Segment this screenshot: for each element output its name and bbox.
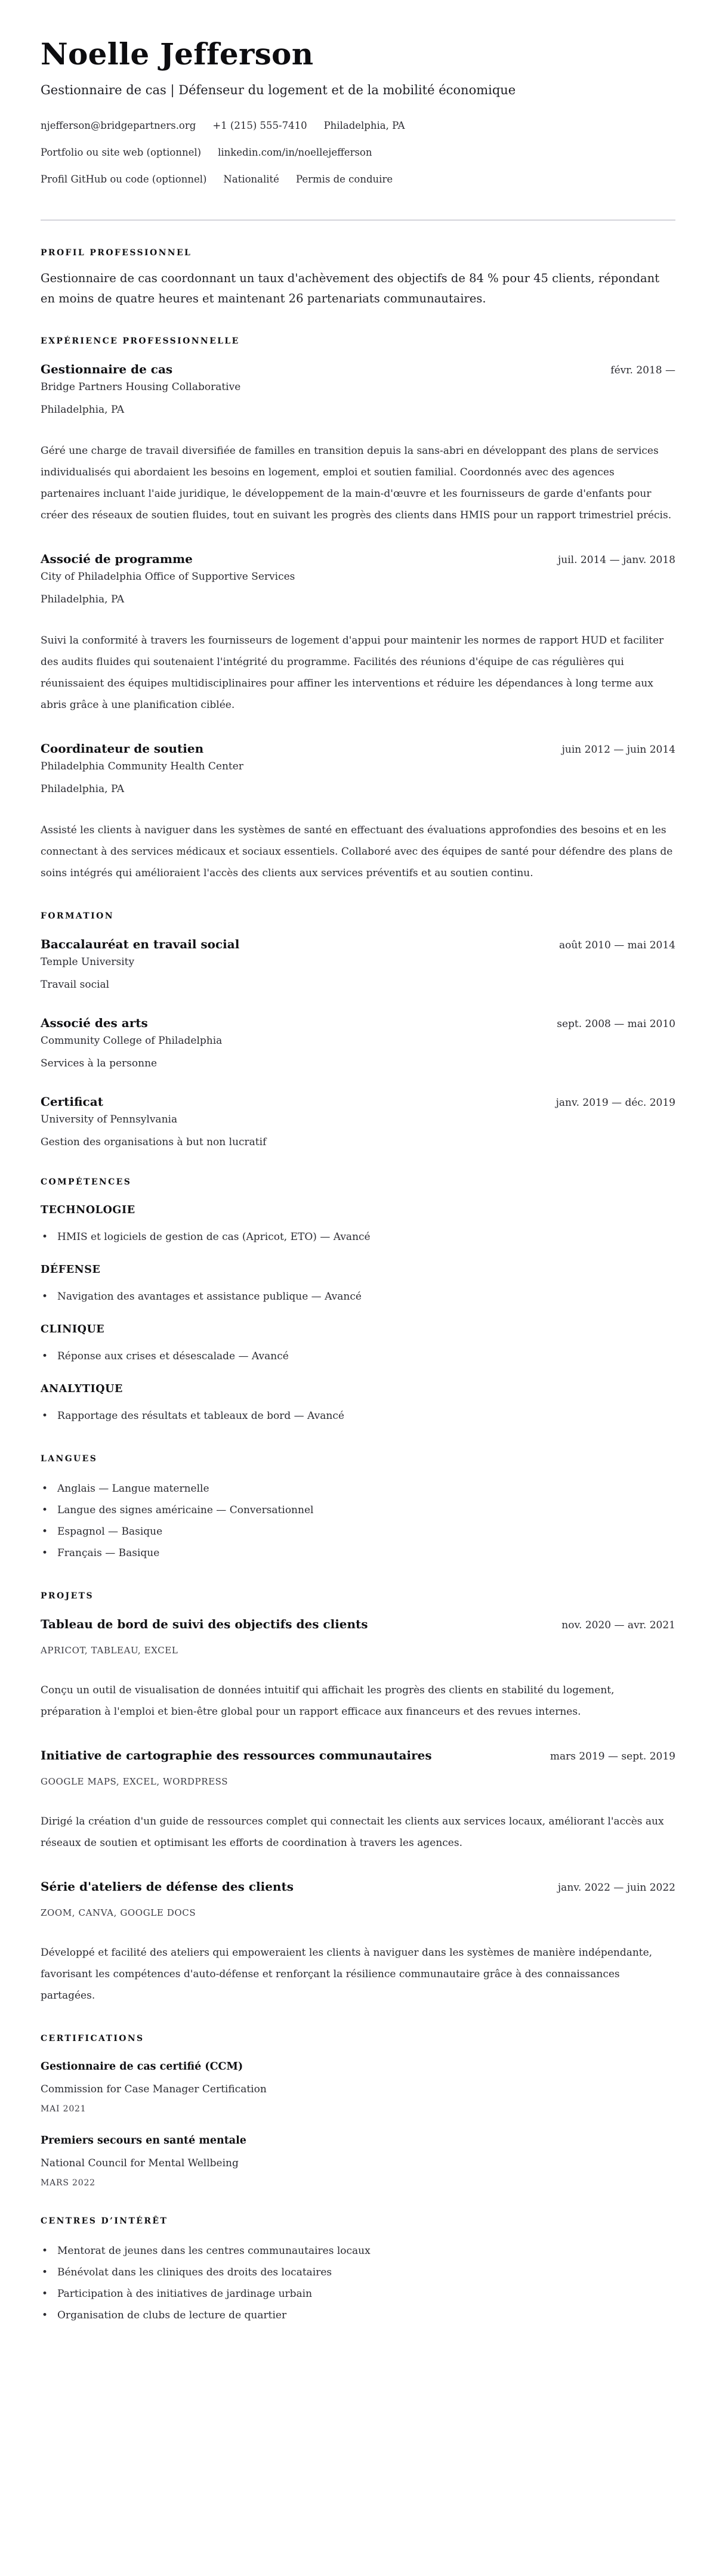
- education-degree: Associé des arts: [41, 1016, 148, 1030]
- section-title-projects: PROJETS: [41, 1591, 94, 1601]
- education-entry: [41, 1093, 675, 1150]
- interest-item: • Participation à des initiatives de jardinage urbain: [41, 2283, 675, 2305]
- experience-location: Philadelphia, PA: [41, 783, 125, 795]
- candidate-name: Noelle Jefferson: [41, 36, 314, 72]
- skill-category-name: TECHNOLOGIE: [41, 1204, 135, 1216]
- experience-description: Suivi la conformité à travers les fournisseurs de logement d'appui pour maintenir les normes de rapport HUD et faciliter des audits fluides qui soutenaient l'intégrité du programme. Facilités des réunions d'équipe de cas régulières qui réunissaient des équipes multidisciplinaires pour affiner les interventions et réduire les dépendances à long terme aux abris grâce à une planification ciblée.: [41, 635, 664, 711]
- interest-item: • Organisation de clubs de lecture de quartier: [41, 2305, 675, 2326]
- project-name: Initiative de cartographie des ressources communautaires: [41, 1748, 432, 1762]
- education-degree: Baccalauréat en travail social: [41, 937, 240, 951]
- education-school: Temple University: [41, 956, 135, 968]
- education-degree: Certificat: [41, 1094, 103, 1109]
- section-projects: [41, 1590, 675, 2006]
- contact-email[interactable]: njefferson@bridgepartners.org: [41, 120, 196, 131]
- skill-item: • HMIS et logiciels de gestion de cas (Apricot, ETO) — Avancé: [41, 1226, 675, 1248]
- interest-item: • Bénévolat dans les cliniques des droits des locataires: [41, 2262, 675, 2283]
- experience-role: Associé de programme: [41, 552, 193, 566]
- section-title-summary: PROFIL PROFESSIONNEL: [41, 248, 192, 258]
- project-tech: APRICOT, TABLEAU, EXCEL: [41, 1645, 178, 1656]
- education-dates: sept. 2008 — mai 2010: [557, 1018, 675, 1030]
- contact-row-primary: [41, 119, 675, 133]
- contact-nationality: Nationalité: [223, 174, 279, 185]
- resume-header: [41, 33, 675, 221]
- education-entry: [41, 1014, 675, 1071]
- education-entry: [41, 935, 675, 992]
- experience-entry: [41, 550, 675, 716]
- experience-company: Bridge Partners Housing Collaborative: [41, 381, 241, 393]
- project-entry: [41, 1615, 675, 1723]
- project-description: Conçu un outil de visualisation de données intuitif qui affichait les progrès des clients en stabilité du logement, préparation à l'emploi et bien-être global pour un rapport efficace aux financeurs et des revues internes.: [41, 1684, 615, 1718]
- project-description: Dirigé la création d'un guide de ressources complet qui connectait les clients aux services locaux, améliorant l'accès aux réseaux de soutien et optimisant les efforts de coordination à travers les agences.: [41, 1816, 664, 1849]
- section-interests: [41, 2215, 675, 2326]
- contact-portfolio[interactable]: Portfolio ou site web (optionnel): [41, 147, 202, 158]
- experience-company: City of Philadelphia Office of Supportive Services: [41, 571, 295, 583]
- project-name: Série d'ateliers de défense des clients: [41, 1879, 294, 1894]
- experience-company: Philadelphia Community Health Center: [41, 760, 243, 772]
- project-tech: ZOOM, CANVA, GOOGLE DOCS: [41, 1907, 196, 1918]
- language-item: • Espagnol — Basique: [41, 1521, 675, 1542]
- education-school: University of Pennsylvania: [41, 1114, 178, 1125]
- project-dates: mars 2019 — sept. 2019: [550, 1751, 675, 1762]
- contact-drivers-license: Permis de conduire: [295, 174, 393, 185]
- section-title-interests: CENTRES D’INTÉRÊT: [41, 2216, 168, 2226]
- experience-entry: [41, 360, 675, 526]
- experience-dates: juil. 2014 — janv. 2018: [558, 554, 675, 566]
- certification-date: MARS 2022: [41, 2178, 95, 2188]
- skill-item: • Navigation des avantages et assistance publique — Avancé: [41, 1286, 675, 1307]
- project-dates: janv. 2022 — juin 2022: [557, 1882, 675, 1894]
- project-dates: nov. 2020 — avr. 2021: [561, 1619, 675, 1631]
- certification-entry: [41, 2133, 675, 2189]
- section-summary: [41, 247, 675, 309]
- contact-row-links: [41, 146, 675, 160]
- contact-location: Philadelphia, PA: [323, 120, 405, 131]
- education-field: Gestion des organisations à but non lucratif: [41, 1136, 267, 1148]
- experience-entry: [41, 740, 675, 884]
- candidate-headline: Gestionnaire de cas | Défenseur du logement et de la mobilité économique: [41, 83, 516, 97]
- language-item: • Anglais — Langue maternelle: [41, 1478, 675, 1499]
- education-dates: août 2010 — mai 2014: [559, 939, 675, 951]
- project-entry: [41, 1878, 675, 2006]
- section-title-skills: COMPÉTENCES: [41, 1177, 132, 1187]
- section-languages: [41, 1453, 675, 1564]
- contact-github[interactable]: Profil GitHub ou code (optionnel): [41, 174, 207, 185]
- project-name: Tableau de bord de suivi des objectifs des clients: [41, 1617, 368, 1631]
- education-field: Services à la personne: [41, 1057, 158, 1069]
- contact-phone[interactable]: +1 (215) 555-7410: [212, 120, 307, 131]
- skill-category-name: CLINIQUE: [41, 1323, 105, 1335]
- skill-category: [41, 1381, 675, 1427]
- section-education: [41, 910, 675, 1150]
- experience-location: Philadelphia, PA: [41, 593, 125, 605]
- skill-category: [41, 1322, 675, 1367]
- skill-category: [41, 1202, 675, 1248]
- section-experience: [41, 335, 675, 884]
- section-title-experience: EXPÉRIENCE PROFESSIONNELLE: [41, 336, 240, 346]
- education-dates: janv. 2019 — déc. 2019: [555, 1097, 675, 1109]
- contact-row-extra: [41, 172, 675, 187]
- experience-dates: juin 2012 — juin 2014: [561, 744, 675, 756]
- experience-role: Gestionnaire de cas: [41, 362, 173, 376]
- interest-list: [41, 2240, 675, 2326]
- project-tech: GOOGLE MAPS, EXCEL, WORDPRESS: [41, 1776, 229, 1787]
- skill-category-name: DÉFENSE: [41, 1264, 101, 1276]
- skill-category: [41, 1262, 675, 1307]
- certification-name: Premiers secours en santé mentale: [41, 2135, 246, 2147]
- language-item: • Langue des signes américaine — Conversationnel: [41, 1499, 675, 1521]
- language-list: [41, 1478, 675, 1564]
- education-school: Community College of Philadelphia: [41, 1035, 223, 1047]
- skill-item: • Rapportage des résultats et tableaux de bord — Avancé: [41, 1405, 675, 1427]
- skill-category-name: ANALYTIQUE: [41, 1383, 123, 1395]
- experience-dates: févr. 2018 —: [610, 364, 675, 376]
- project-description: Développé et facilité des ateliers qui empoweraient les clients à naviguer dans les systèmes de manière indépendante, favorisant les compétences d'auto-défense et renforçant la résilience communautaire grâce à des connaissances partagées.: [41, 1947, 653, 2002]
- certification-issuer: National Council for Mental Wellbeing: [41, 2157, 239, 2169]
- education-field: Travail social: [41, 979, 110, 991]
- header-divider: [41, 219, 675, 221]
- experience-role: Coordinateur de soutien: [41, 741, 204, 756]
- summary-text: Gestionnaire de cas coordonnant un taux d'achèvement des objectifs de 84 % pour 45 clients, répondant en moins de quatre heures et maintenant 26 partenariats communautaires.: [41, 271, 660, 305]
- skill-item: • Réponse aux crises et désescalade — Avancé: [41, 1346, 675, 1367]
- section-certifications: [41, 2033, 675, 2189]
- interest-item: • Mentorat de jeunes dans les centres communautaires locaux: [41, 2240, 675, 2262]
- language-item: • Français — Basique: [41, 1542, 675, 1564]
- certification-issuer: Commission for Case Manager Certification: [41, 2083, 267, 2095]
- section-title-certifications: CERTIFICATIONS: [41, 2034, 144, 2043]
- experience-description: Assisté les clients à naviguer dans les systèmes de santé en effectuant des évaluations approfondies des besoins et en les connectant à des services médicaux et sociaux essentiels. Collaboré avec des équipes de santé pour défendre des plans de soins intégrés qui amélioraient l'accès des clients aux services préventifs et au soutien continu.: [41, 824, 673, 879]
- certification-entry: [41, 2059, 675, 2115]
- contact-linkedin[interactable]: linkedin.com/in/noellejefferson: [218, 147, 372, 158]
- certification-name: Gestionnaire de cas certifié (CCM): [41, 2061, 243, 2073]
- project-entry: [41, 1746, 675, 1854]
- section-title-languages: LANGUES: [41, 1454, 98, 1464]
- section-skills: [41, 1176, 675, 1427]
- experience-description: Géré une charge de travail diversifiée de familles en transition depuis la sans-abri en développant des plans de services individualisés qui abordaient les besoins en logement, emploi et soutien familial. Coordonnés avec des agences partenaires incluant l'aide juridique, le développement de la main-d'œuvre et les fournisseurs de garde d'enfants pour créer des réseaux de soutien fluides, tout en suivant les progrès des clients dans HMIS pour un rapport trimestriel précis.: [41, 445, 672, 521]
- section-title-education: FORMATION: [41, 911, 114, 921]
- experience-location: Philadelphia, PA: [41, 404, 125, 416]
- certification-date: MAI 2021: [41, 2104, 87, 2114]
